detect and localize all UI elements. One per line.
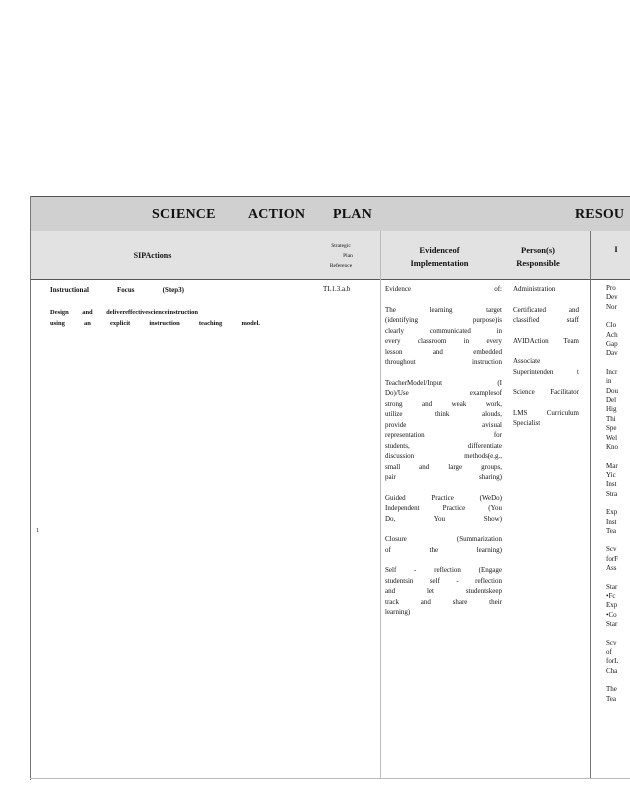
resource-line: Inst [606, 517, 617, 526]
resource-line: Tea [606, 526, 617, 535]
evidence-line: provide avisual [385, 420, 502, 429]
resource-line: forF [606, 554, 619, 563]
person-paragraph [513, 356, 579, 377]
person-line: Certificated and [513, 305, 579, 314]
resource-paragraph [606, 462, 626, 500]
resource-paragraph [606, 583, 626, 630]
evidence-line: Guided Practice (WeDo) [385, 493, 502, 502]
sip-line-3 [50, 319, 260, 330]
evidence-line: TeacherModel/Input (I [385, 378, 502, 387]
sip-word: Instructional [50, 286, 89, 294]
resource-paragraph [606, 284, 626, 312]
sip-word: Design [50, 309, 69, 316]
person-line: Science Facilitator [513, 388, 579, 396]
evidence-line: throughout instruction [385, 358, 502, 366]
resource-line: of [606, 648, 612, 656]
strategic-plan-reference: TL1.3.a.b [323, 285, 351, 293]
resource-line: Del [606, 396, 617, 405]
evidence-line: The learning target [385, 305, 502, 314]
person-line: Associate [513, 357, 541, 365]
sip-word: Focus [117, 286, 135, 294]
evidence-line: of the learning) [385, 545, 502, 554]
column-divider-resources [590, 231, 591, 778]
column-divider-evidence [380, 231, 381, 778]
resource-line: Cha [606, 666, 618, 675]
resource-line: Gap [606, 340, 618, 349]
resource-line: Stra [606, 489, 618, 498]
sip-word: delivereffectivescienceinstruction [106, 309, 199, 316]
row-marker: 1 [36, 528, 39, 534]
sip-line-2 [50, 308, 198, 319]
evidence-line: Independent Practice (You [385, 504, 502, 512]
header-strategic-line-3: Reference [329, 263, 353, 269]
evidence-line: track and share their [385, 597, 502, 606]
person-line: Superintenden t [513, 367, 579, 376]
resource-line: Hig [606, 405, 617, 414]
title-word-action: ACTION [248, 207, 306, 222]
evidence-line: strong and weak work, [385, 399, 502, 408]
header-sip-actions: SIPActions [133, 251, 172, 260]
person-paragraph [513, 305, 579, 326]
resource-line: Dev [606, 293, 618, 302]
evidence-line: utilize think alouds, [385, 410, 502, 418]
sip-line-1 [50, 285, 184, 296]
evidence-line: representation for [385, 431, 502, 439]
evidence-line: Closure (Summarization [385, 535, 502, 543]
resources-cell [606, 284, 626, 713]
title-word-plan: PLAN [333, 207, 372, 222]
resource-line: Ass [606, 564, 617, 573]
resource-line: Tea [606, 694, 617, 703]
persons-responsible-cell [513, 284, 579, 439]
header-persons-responsible [508, 244, 568, 270]
header-person-line-1: Person(s) [521, 245, 555, 255]
person-line: Specialist [513, 419, 541, 427]
table-bottom-rule [30, 778, 630, 779]
resource-line: Wel [606, 433, 618, 442]
header-evidence-line-2: Implementation [410, 258, 469, 268]
resource-line: Star [606, 582, 618, 591]
resource-line: Yic [606, 470, 616, 479]
resource-line: •Co [606, 610, 617, 619]
title-word-resou: RESOU [575, 207, 625, 222]
resource-paragraph [606, 368, 626, 453]
sip-word: (Step3) [162, 286, 185, 294]
resource-line: Thi [606, 414, 616, 423]
evidence-line: small and large groups, [385, 462, 502, 471]
evidence-paragraph [385, 565, 502, 618]
header-evidence-of-implementation [382, 244, 497, 270]
resource-line: Dou [606, 386, 619, 395]
person-paragraph [513, 408, 579, 429]
evidence-line: lesson and embedded [385, 347, 502, 356]
resource-paragraph [606, 508, 626, 536]
header-person-line-2: Responsible [516, 258, 560, 268]
evidence-of-implementation-cell [385, 284, 502, 628]
evidence-line: every classroom in every [385, 337, 502, 345]
resource-paragraph [606, 639, 626, 677]
table-left-border [30, 196, 31, 780]
header-strategic-plan-reference [320, 241, 362, 271]
resource-line: Nor [606, 302, 617, 311]
resource-line: Clo [606, 321, 617, 330]
evidence-paragraph [385, 493, 502, 525]
resource-line: Ach [606, 330, 618, 339]
evidence-paragraph [385, 534, 502, 555]
evidence-line: Do)/Use examplesof [385, 389, 502, 397]
resource-line: Pro [606, 284, 616, 292]
resource-line: forL [606, 657, 619, 666]
resource-line: Inst [606, 480, 617, 489]
person-line: AVIDAction Team [513, 336, 579, 345]
evidence-line: pair sharing) [385, 473, 502, 481]
header-strategic-line-1: Strategic [331, 243, 351, 249]
resource-paragraph [606, 545, 626, 573]
evidence-line: learning) [385, 608, 411, 616]
evidence-paragraph [385, 284, 502, 295]
action-plan-title-band [30, 196, 630, 232]
resource-line: Spe [606, 424, 617, 433]
evidence-line: Do, You Show) [385, 514, 502, 523]
evidence-line: (identifying purpose)is [385, 316, 502, 324]
person-paragraph [513, 284, 579, 295]
resource-paragraph [606, 685, 626, 704]
person-paragraph [513, 387, 579, 398]
resource-line: Scv [606, 638, 617, 647]
header-evidence-line-1: Evidenceof [419, 245, 460, 255]
evidence-line: Evidence of: [385, 285, 502, 293]
person-paragraph [513, 336, 579, 347]
resource-line: Star [606, 620, 618, 629]
sip-using-line [50, 319, 260, 330]
evidence-paragraph [385, 378, 502, 483]
evidence-line: discussion methods(e.g., [385, 452, 502, 460]
header-last-column: I [614, 244, 618, 254]
resource-line: •Fc [606, 591, 616, 600]
title-word-science: SCIENCE [152, 207, 216, 222]
resource-paragraph [606, 321, 626, 359]
sip-word: model. [241, 320, 261, 327]
resource-line: The [606, 685, 617, 694]
person-line: Administration [513, 285, 556, 293]
evidence-line: clearly communicated in [385, 326, 502, 335]
resource-line: Scv [606, 545, 617, 554]
resource-line: Incr [606, 367, 618, 376]
resource-line: in [606, 377, 612, 386]
resource-line: Dav [606, 349, 618, 358]
evidence-line: Self - reflection (Engage [385, 566, 502, 574]
sip-word: and [82, 309, 93, 316]
sip-word: an [83, 320, 91, 327]
sip-word: explicit [109, 320, 131, 327]
resource-line: Mar [606, 461, 618, 470]
resource-line: Kno [606, 443, 619, 452]
header-strategic-line-2: Plan [343, 253, 353, 259]
evidence-line: studentsin self - reflection [385, 576, 502, 585]
person-line: LMS Curriculum [513, 408, 579, 417]
sip-instructional-focus [50, 285, 184, 296]
sip-design-line [50, 308, 198, 319]
sip-word: instruction [149, 320, 180, 327]
evidence-line: and let studentskeep [385, 587, 502, 595]
sip-word: using [50, 320, 65, 327]
sip-word: teaching [198, 320, 223, 327]
person-line: classified staff [513, 316, 579, 324]
resource-line: Exp [606, 601, 618, 610]
evidence-paragraph [385, 305, 502, 368]
table-header-row [30, 231, 630, 280]
resource-line: Exp [606, 508, 618, 517]
evidence-line: students, differentiate [385, 441, 502, 450]
